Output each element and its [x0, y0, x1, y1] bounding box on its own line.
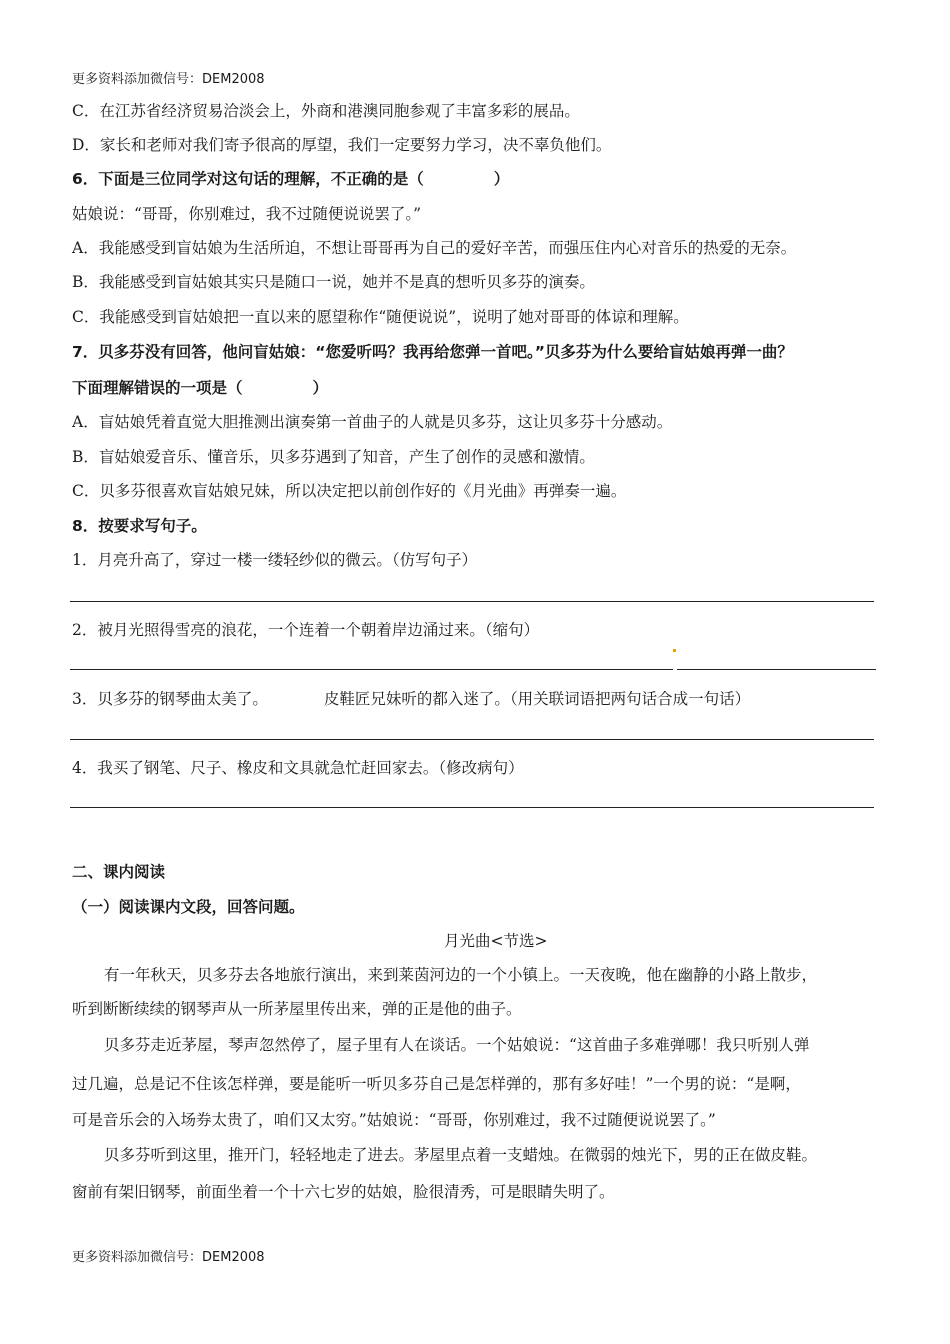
q6-option-b: B．我能感受到盲姑娘其实只是随口一说，她并不是真的想听贝多芬的演奏。 — [72, 273, 595, 291]
section-subtitle: （一）阅读课内文段，回答问题。 — [72, 898, 305, 916]
answer-line-4[interactable] — [70, 807, 874, 808]
page-footer: 更多资料添加微信号：DEM2008 — [72, 1250, 265, 1265]
passage-p2-line-1: 贝多芬走近茅屋，琴声忽然停了，屋子里有人在谈话。一个姑娘说：“这首曲子多难弹哪！我只听别人弹 — [104, 1036, 810, 1054]
passage-p1-line-2: 听到断断续续的钢琴声从一所茅屋里传出来，弹的正是他的曲子。 — [72, 1000, 522, 1018]
q8-stem: 8．按要求写句子。 — [72, 517, 207, 535]
passage-title: 月光曲<节选> — [444, 932, 548, 950]
q8-sentence-3-part-2: 皮鞋匠兄妹听的都入迷了。（用关联词语把两句话合成一句话） — [323, 690, 751, 708]
q6-quote: 姑娘说：“哥哥，你别难过，我不过随便说说罢了。” — [72, 205, 422, 223]
q5-option-d: D．家长和老师对我们寄予很高的厚望，我们一定要努力学习，决不辜负他们。 — [72, 136, 612, 154]
q7-stem-2-end: ） — [312, 379, 329, 397]
q8-sentence-2: 2．被月光照得雪亮的浪花，一个连着一个朝着岸边涌过来。（缩句） — [72, 621, 540, 639]
passage-p3-line-1: 贝多芬听到这里，推开门，轻轻地走了进去。茅屋里点着一支蜡烛。在微弱的烛光下，男的正在做皮鞋。 — [104, 1146, 818, 1164]
q7-stem: 7．贝多芬没有回答，他问盲姑娘：“您爱听吗？我再给您弹一首吧。”贝多芬为什么要给盲姑娘再弹一曲？ — [72, 343, 793, 361]
answer-line-3[interactable] — [70, 739, 874, 740]
passage-p2-line-2: 过几遍，总是记不住该怎样弹，要是能听一听贝多芬自己是怎样弹的，那有多好哇！”一个男的说：“是啊， — [72, 1075, 801, 1093]
q7-stem-2-text: 下面理解错误的一项是（ — [72, 379, 243, 397]
q8-sentence-3 — [72, 689, 750, 709]
q5-option-c: C．在江苏省经济贸易洽淡会上，外商和港澳同胞参观了丰富多彩的展品。 — [72, 102, 580, 120]
q6-stem-end: ） — [493, 170, 510, 188]
q6-option-a: A．我能感受到盲姑娘为生活所迫，不想让哥哥再为自己的爱好辛苦，而强压住内心对音乐的热爱的无奈。 — [72, 239, 797, 257]
q6-stem-text: 6．下面是三位同学对这句话的理解，不正确的是（ — [72, 170, 424, 188]
passage-p1-line-1: 有一年秋天，贝多芬去各地旅行演出，来到莱茵河边的一个小镇上。一天夜晚，他在幽静的小路上散步， — [104, 966, 818, 984]
answer-line-2b[interactable] — [677, 669, 876, 670]
q6-option-c: C．我能感受到盲姑娘把一直以来的愿望称作“随便说说”，说明了她对哥哥的体谅和理解。 — [72, 308, 689, 326]
q8-sentence-3-part-1: 3．贝多芬的钢琴曲太美了。 — [72, 690, 268, 708]
q7-stem-2 — [72, 378, 328, 398]
q7-option-a: A．盲姑娘凭着直觉大胆推测出演奏第一首曲子的人就是贝多芬，这让贝多芬十分感动。 — [72, 413, 673, 431]
q8-sentence-1: 1．月亮升高了，穿过一楼一缕轻纱似的微云。（仿写句子） — [72, 551, 478, 569]
answer-line-1[interactable] — [70, 601, 874, 602]
q8-sentence-4: 4．我买了钢笔、尺子、橡皮和文具就急忙赶回家去。（修改病句） — [72, 759, 524, 777]
answer-line-2a[interactable] — [70, 669, 673, 670]
mark-dot — [673, 649, 676, 652]
page-header: 更多资料添加微信号：DEM2008 — [72, 72, 265, 87]
q6-stem — [72, 169, 509, 189]
passage-p3-line-2: 窗前有架旧钢琴，前面坐着一个十六七岁的姑娘，脸很清秀，可是眼睛失明了。 — [72, 1183, 615, 1201]
section-title: 二、课内阅读 — [72, 863, 166, 881]
q7-option-b: B．盲姑娘爱音乐、懂音乐，贝多芬遇到了知音，产生了创作的灵感和激情。 — [72, 448, 595, 466]
q7-option-c: C．贝多芬很喜欢盲姑娘兄妹，所以决定把以前创作好的《月光曲》再弹奏一遍。 — [72, 482, 627, 500]
passage-p2-line-3: 可是音乐会的入场券太贵了，咱们又太穷。”姑娘说：“哥哥，你别难过，我不过随便说说罢了。” — [72, 1111, 716, 1129]
